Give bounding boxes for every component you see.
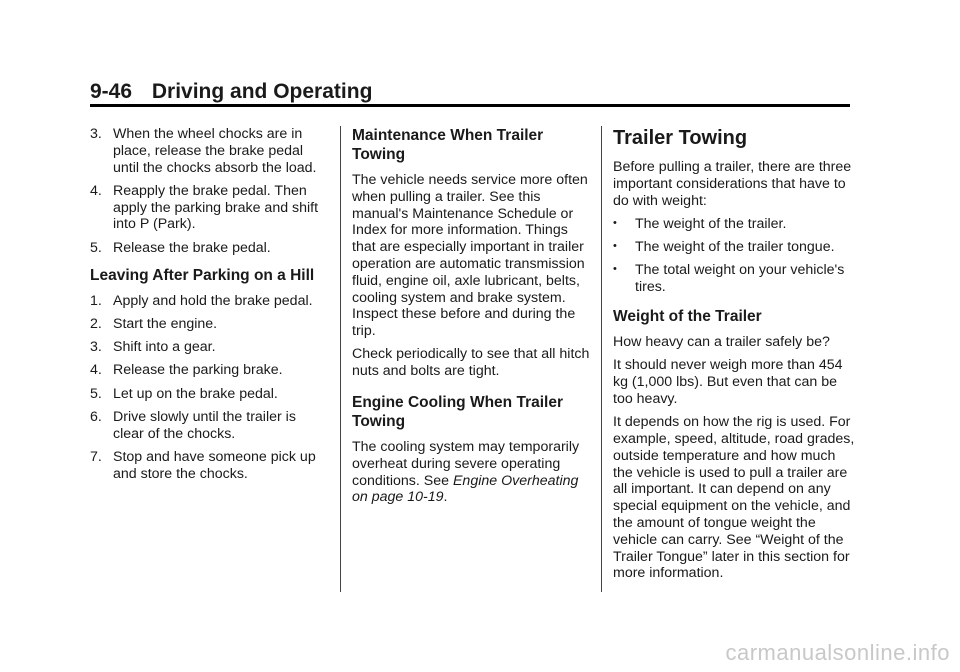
heading-weight-of-trailer: Weight of the Trailer: [613, 308, 762, 326]
column-3: [613, 126, 858, 589]
weight-bullets: [613, 216, 858, 296]
heading-maintenance: Maintenance When Trailer Towing: [352, 127, 544, 163]
page-header: [90, 80, 372, 104]
column-divider-1: [340, 126, 341, 592]
header-rule: [90, 104, 850, 107]
weight-limit-paragraph: It should never weigh more than 454 kg (1,000 lbs). But even that can be too heavy.: [613, 357, 843, 407]
hitch-paragraph: Check periodically to see that all hitch nuts and bolts are tight.: [352, 346, 590, 380]
list-item: 7. Stop and have someone pick up and store the chocks.: [90, 449, 316, 482]
column-1: [90, 126, 330, 489]
list-item: • The weight of the trailer.: [613, 215, 787, 232]
heading-leaving-after-parking: Leaving After Parking on a Hill: [90, 266, 315, 284]
column-2: [352, 126, 592, 513]
list-item: 3. Shift into a gear.: [90, 339, 216, 356]
steps-list: [90, 293, 330, 483]
steps-top-list: [90, 126, 330, 257]
bullet-icon: •: [613, 240, 617, 253]
intro-paragraph: Before pulling a trailer, there are three important considerations that have to do with weight:: [613, 159, 852, 209]
list-item: • The total weight on your vehicle's tires.: [613, 262, 845, 296]
weight-question: How heavy can a trailer safely be?: [613, 334, 830, 351]
heading-trailer-towing: Trailer Towing: [613, 127, 748, 149]
column-divider-2: [601, 126, 602, 592]
watermark: carmanualsonline.info: [725, 640, 950, 665]
bullet-icon: •: [613, 216, 617, 229]
bullet-icon: •: [613, 263, 617, 276]
list-item: 6. Drive slowly until the trailer is clear of the chocks.: [90, 409, 296, 442]
heading-engine-cooling: Engine Cooling When Trailer Towing: [352, 394, 563, 431]
section-title: Driving and Operating: [151, 80, 373, 103]
list-item: 5. Release the brake pedal.: [90, 239, 271, 256]
list-item: 5. Let up on the brake pedal.: [90, 385, 278, 402]
list-item: 4. Release the parking brake.: [90, 362, 283, 379]
page-number: 9-46: [90, 80, 133, 103]
maintenance-paragraph: The vehicle needs service more often when pulling a trailer. See this manual's Maintenance Schedule or Index for more information. Things that are especially important in trailer operation are automatic transmission fluid, engine oil, axle lubricant, belts, cooling system and brake system. Inspect these before and during the trip.: [352, 172, 588, 340]
list-item: • The weight of the trailer tongue.: [613, 239, 835, 256]
engine-overheating-link[interactable]: Engine Overheating on page 10-19: [352, 472, 579, 506]
list-item: 2. Start the engine.: [90, 315, 218, 332]
list-item: 4. Reapply the brake pedal. Then apply the parking brake and shift into P (Park).: [90, 182, 319, 233]
list-item: 3. When the wheel chocks are in place, release the brake pedal until the chocks absorb the load.: [90, 126, 317, 176]
cooling-paragraph: The cooling system may temporarily overheat during severe operating conditions. See Engine Overheating on page 10-19.: [352, 439, 580, 506]
list-item: 1. Apply and hold the brake pedal.: [90, 292, 313, 309]
rig-usage-paragraph: It depends on how the rig is used. For example, speed, altitude, road grades, outside temperature and how much the vehicle is used to pull a trailer are all important. It can depend on any special equipment on the vehicle, and the amount of tongue weight the vehicle can carry. See “Weight of the Trailer Tongue” later in this section for more information.: [613, 414, 855, 582]
